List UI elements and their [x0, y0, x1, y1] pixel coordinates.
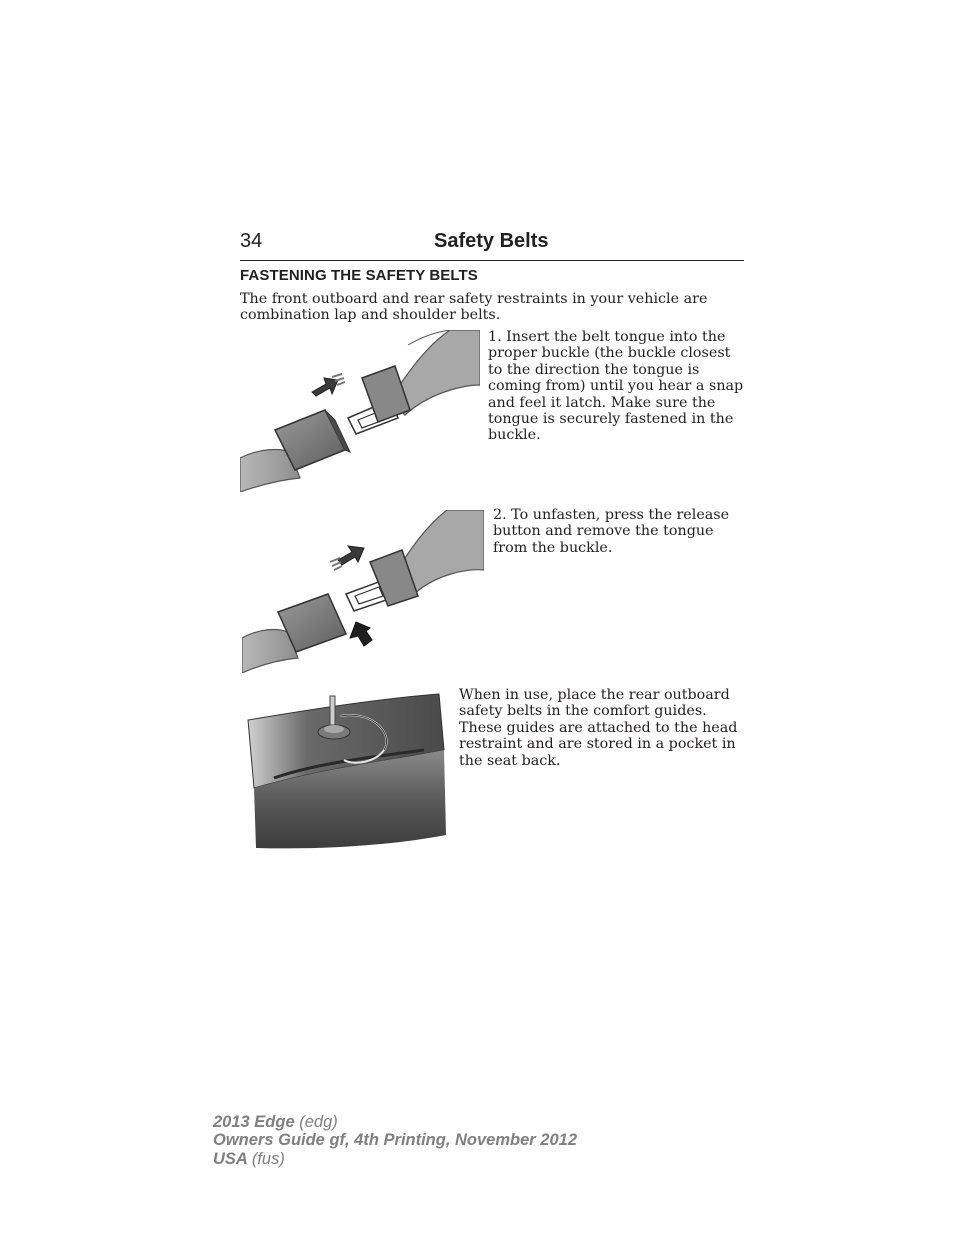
step-release-text: 2. To unfasten, press the release button and remove the tongue from the buckle.: [493, 507, 730, 556]
belt-insert-illustration: [240, 330, 480, 492]
comfort-guide-text: When in use, place the rear outboard safety belts in the comfort guides. These guides are attached to the head restraint and are stored in a pocket in the seat back.: [459, 687, 738, 769]
footer-model-line: [213, 1113, 577, 1131]
intro-paragraph: The front outboard and rear safety restraints in your vehicle are combination lap and shoulder belts.: [240, 291, 708, 324]
section-heading: FASTENING THE SAFETY BELTS: [240, 267, 478, 284]
footer-model-code: (edg): [299, 1113, 338, 1131]
page-title: Safety Belts: [434, 230, 549, 252]
footer-market: USA: [213, 1149, 248, 1168]
page-footer: [213, 1113, 577, 1168]
footer-market-line: [213, 1150, 577, 1168]
footer-guide-line: Owners Guide gf, 4th Printing, November 2012: [213, 1131, 577, 1150]
footer-model: 2013 Edge: [213, 1113, 295, 1131]
step-insert-text: 1. Insert the belt tongue into the proper buckle (the buckle closest to the direction the tongue is coming from) until you hear a snap and feel it latch. Make sure the tongue is securely fastened in the buckle.: [488, 329, 744, 444]
footer-market-code: (fus): [251, 1149, 285, 1168]
comfort-guide-illustration: [244, 690, 449, 850]
page-header: [240, 228, 744, 261]
page-number: 34: [240, 230, 263, 252]
belt-release-illustration: [242, 510, 484, 673]
